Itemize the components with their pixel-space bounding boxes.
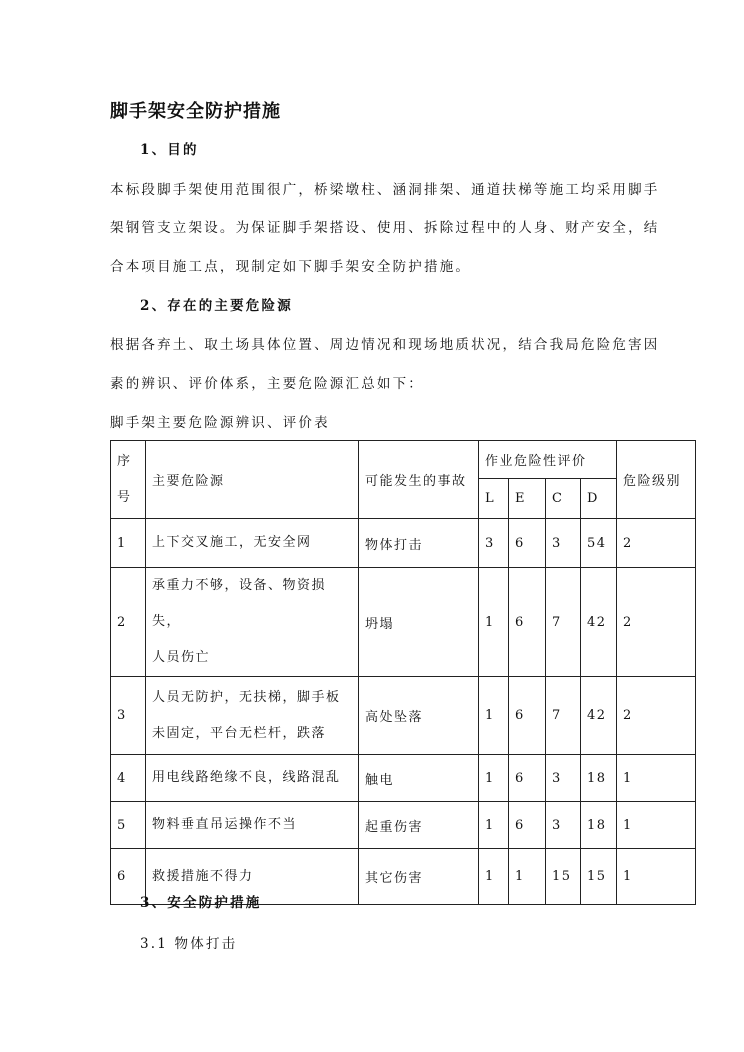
row-number: 5 bbox=[111, 802, 146, 849]
header-accident: 可能发生的事故 bbox=[359, 441, 479, 519]
level-cell: 2 bbox=[617, 568, 696, 677]
paragraph-line: 本标段脚手架使用范围很广，桥梁墩柱、涵洞排架、通道扶梯等施工均采用脚手 bbox=[110, 182, 660, 198]
hazard-cell bbox=[146, 519, 359, 568]
score-D: 15 bbox=[581, 849, 617, 905]
accident-cell: 触电 bbox=[359, 755, 479, 802]
score-D: 54 bbox=[581, 519, 617, 568]
header-E: E bbox=[509, 479, 546, 519]
hazard-table bbox=[110, 440, 696, 905]
score-D: 18 bbox=[581, 755, 617, 802]
score-C: 7 bbox=[546, 677, 581, 755]
page-title: 脚手架安全防护措施 bbox=[110, 101, 281, 122]
accident-cell: 物体打击 bbox=[359, 519, 479, 568]
score-E: 6 bbox=[509, 519, 546, 568]
section-3-heading: 3、安全防护措施 bbox=[140, 895, 262, 911]
accident-cell: 其它伤害 bbox=[359, 849, 479, 905]
score-L: 1 bbox=[479, 568, 509, 677]
hazard-line: 未固定，平台无栏杆，跌落 bbox=[152, 725, 327, 741]
accident-cell: 坍塌 bbox=[359, 568, 479, 677]
score-D: 42 bbox=[581, 677, 617, 755]
table-row bbox=[111, 677, 696, 755]
hazard-line: 用电线路绝缘不良，线路混乱 bbox=[152, 770, 341, 785]
row-number: 6 bbox=[111, 849, 146, 905]
table-caption: 脚手架主要危险源辨识、评价表 bbox=[110, 415, 330, 431]
hazard-line: 物料垂直吊运操作不当 bbox=[152, 817, 298, 832]
level-cell: 2 bbox=[617, 519, 696, 568]
score-C: 7 bbox=[546, 568, 581, 677]
section-1-heading: 1、目的 bbox=[140, 142, 199, 158]
table-row bbox=[111, 568, 696, 677]
score-C: 3 bbox=[546, 755, 581, 802]
score-L: 1 bbox=[479, 755, 509, 802]
row-number: 1 bbox=[111, 519, 146, 568]
score-C: 3 bbox=[546, 519, 581, 568]
hazard-cell bbox=[146, 802, 359, 849]
level-cell: 1 bbox=[617, 755, 696, 802]
row-number: 3 bbox=[111, 677, 146, 755]
score-E: 6 bbox=[509, 802, 546, 849]
header-seq: 序 号 bbox=[111, 441, 146, 519]
paragraph-line: 根据各弃土、取土场具体位置、周边情况和现场地质状况，结合我局危险危害因 bbox=[110, 337, 660, 353]
row-number: 2 bbox=[111, 568, 146, 677]
hazard-cell bbox=[146, 677, 359, 755]
score-L: 1 bbox=[479, 677, 509, 755]
hazard-line: 人员无防护，无扶梯，脚手板 bbox=[152, 689, 341, 705]
hazard-cell bbox=[146, 755, 359, 802]
accident-cell: 高处坠落 bbox=[359, 677, 479, 755]
score-C: 15 bbox=[546, 849, 581, 905]
table-row bbox=[111, 755, 696, 802]
score-L: 1 bbox=[479, 849, 509, 905]
table-row bbox=[111, 802, 696, 849]
level-cell: 1 bbox=[617, 849, 696, 905]
header-level: 危险级别 bbox=[617, 441, 696, 519]
header-hazard: 主要危险源 bbox=[146, 441, 359, 519]
score-L: 1 bbox=[479, 802, 509, 849]
table-row bbox=[111, 519, 696, 568]
hazard-line: 上下交叉施工，无安全网 bbox=[152, 535, 312, 550]
row-number: 4 bbox=[111, 755, 146, 802]
header-C: C bbox=[546, 479, 581, 519]
score-E: 6 bbox=[509, 677, 546, 755]
hazard-line: 承重力不够，设备、物资损失， bbox=[152, 578, 327, 629]
hazard-line: 人员伤亡 bbox=[152, 650, 211, 665]
accident-cell: 起重伤害 bbox=[359, 802, 479, 849]
score-D: 18 bbox=[581, 802, 617, 849]
score-E: 1 bbox=[509, 849, 546, 905]
paragraph-line: 合本项目施工点，现制定如下脚手架安全防护措施。 bbox=[110, 259, 472, 275]
score-E: 6 bbox=[509, 568, 546, 677]
level-cell: 2 bbox=[617, 677, 696, 755]
header-D: D bbox=[581, 479, 617, 519]
score-L: 3 bbox=[479, 519, 509, 568]
hazard-cell bbox=[146, 568, 359, 677]
paragraph-line: 素的辨识、评价体系，主要危险源汇总如下： bbox=[110, 376, 424, 392]
score-D: 42 bbox=[581, 568, 617, 677]
paragraph-line: 架钢管支立架设。为保证脚手架搭设、使用、拆除过程中的人身、财产安全，结 bbox=[110, 220, 660, 236]
hazard-line: 救援措施不得力 bbox=[152, 868, 254, 884]
header-L: L bbox=[479, 479, 509, 519]
level-cell: 1 bbox=[617, 802, 696, 849]
score-E: 6 bbox=[509, 755, 546, 802]
header-eval: 作业危险性评价 bbox=[479, 441, 617, 479]
section-2-heading: 2、存在的主要危险源 bbox=[140, 298, 293, 314]
subsection-heading: 3.1 物体打击 bbox=[140, 936, 238, 952]
score-C: 3 bbox=[546, 802, 581, 849]
